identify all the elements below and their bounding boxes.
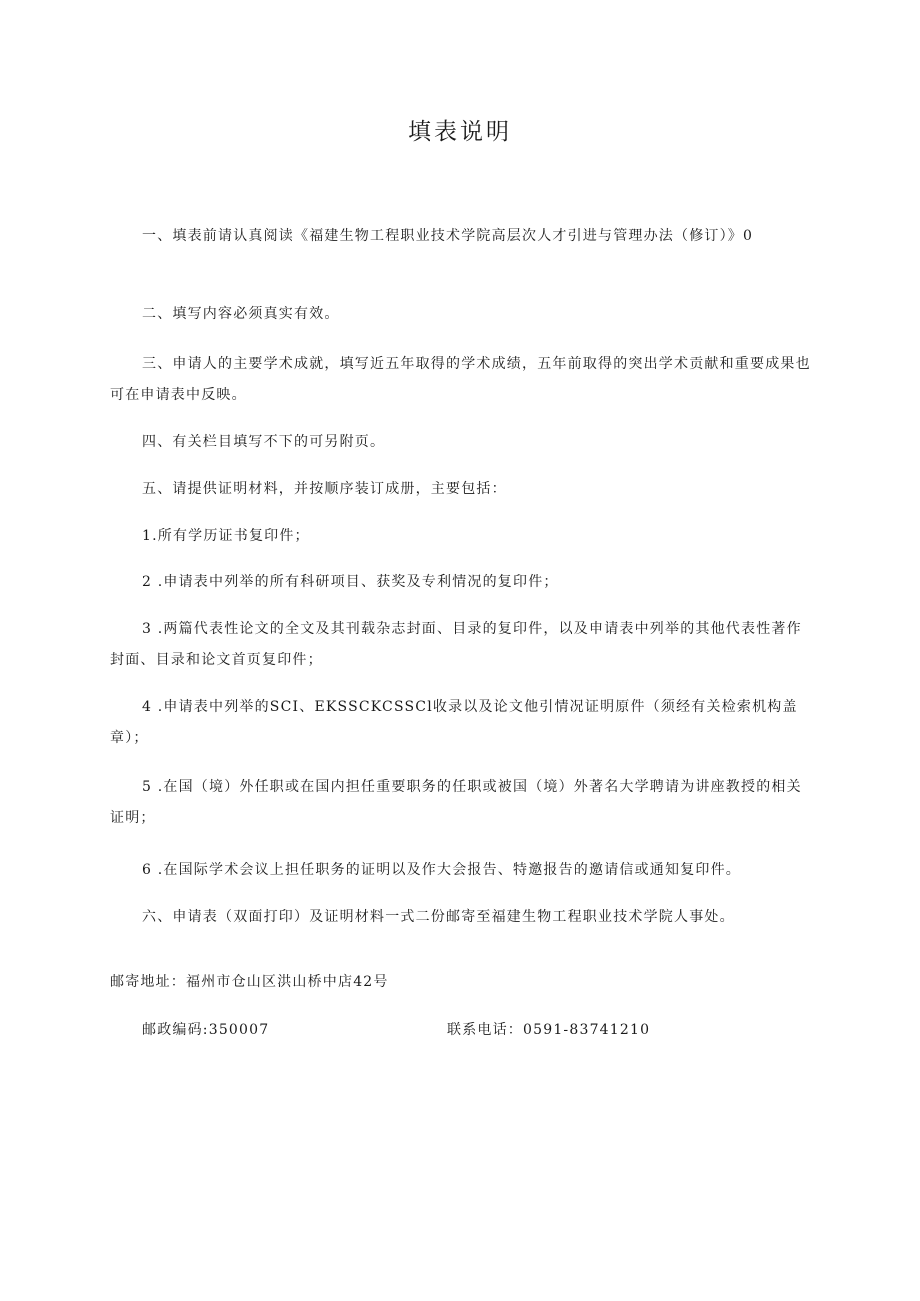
material-item-1: 1.所有学历证书复印件； — [142, 528, 310, 544]
postal-code: 邮政编码:350007 — [142, 1022, 270, 1038]
material-item-2: 2 .申请表中列举的所有科研项目、获奖及专利情况的复印件； — [142, 574, 559, 590]
instruction-item-2: 二、填写内容必须真实有效。 — [142, 306, 340, 322]
material-item-5: 5 .在国（境）外任职或在国内担任重要职务的任职或被国（境）外著名大学聘请为讲座教授的相关证明； — [110, 779, 802, 826]
mailing-address: 邮寄地址：福州市仓山区洪山桥中店42号 — [110, 974, 389, 990]
contact-phone: 联系电话：0591-83741210 — [447, 1022, 651, 1038]
page-title: 填表说明 — [408, 119, 512, 145]
material-item-3: 3 .两篇代表性论文的全文及其刊载杂志封面、目录的复印件，以及申请表中列举的其他代表性著作封面、目录和论文首页复印件； — [110, 621, 802, 668]
material-item-4: 4 .申请表中列举的SCI、EKSSCKCSSCl收录以及论文他引情况证明原件（须经有关检索机构盖章）； — [110, 699, 798, 746]
instruction-item-6: 六、申请表（双面打印）及证明材料一式二份邮寄至福建生物工程职业技术学院人事处。 — [142, 909, 735, 925]
instruction-item-4: 四、有关栏目填写不下的可另附页。 — [142, 434, 386, 450]
instruction-item-5: 五、请提供证明材料，并按顺序装订成册，主要包括： — [142, 481, 507, 497]
instruction-item-1: 一、填表前请认真阅读《福建生物工程职业技术学院高层次人才引进与管理办法（修订）》0 — [142, 228, 754, 244]
material-item-6: 6 .在国际学术会议上担任职务的证明以及作大会报告、特邀报告的邀请信或通知复印件。 — [142, 862, 742, 878]
instruction-item-3: 三、申请人的主要学术成就，填写近五年取得的学术成绩，五年前取得的突出学术贡献和重要成果也可在申请表中反映。 — [110, 356, 811, 403]
